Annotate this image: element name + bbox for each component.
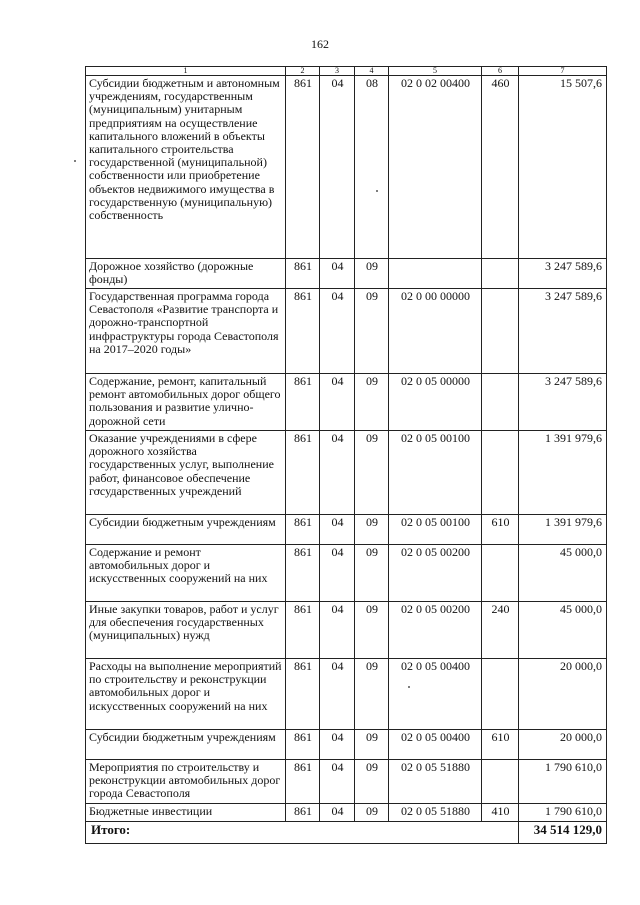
column-number: 7 bbox=[519, 67, 607, 76]
table-row bbox=[86, 602, 607, 659]
item-name: Бюджетные инвестиции bbox=[86, 804, 286, 822]
column-number: 1 bbox=[86, 67, 286, 76]
subsection-code: 09 bbox=[355, 515, 389, 545]
page-number: 162 bbox=[311, 37, 329, 51]
subsection-code: 09 bbox=[355, 602, 389, 659]
target-article-code: 02 0 00 00000 bbox=[389, 289, 482, 374]
expense-type-code bbox=[482, 374, 519, 431]
target-article-code: 02 0 05 00100 bbox=[389, 431, 482, 515]
item-name: Субсидии бюджетным и автономным учреждениям, государственным (муниципальным) унитарным предприятиям на осуществление капитального вложений в объекты капитального строительства государственной (муниципальной) собственности или приобретение объектов недвижимого имущества в государственную (муниципальную) собственность bbox=[86, 76, 286, 259]
amount: 3 247 589,6 bbox=[519, 374, 607, 431]
item-name: Дорожное хозяйство (дорожные фонды) bbox=[86, 259, 286, 289]
table-row bbox=[86, 289, 607, 374]
column-number: 5 bbox=[389, 67, 482, 76]
table-row bbox=[86, 804, 607, 822]
expense-type-code bbox=[482, 289, 519, 374]
target-article-code: 02 0 05 00200 bbox=[389, 545, 482, 602]
column-number: 6 bbox=[482, 67, 519, 76]
scan-speck bbox=[74, 160, 76, 162]
target-article-code: 02 0 05 51880 bbox=[389, 804, 482, 822]
expense-type-code bbox=[482, 545, 519, 602]
amount: 1 391 979,6 bbox=[519, 515, 607, 545]
column-number: 3 bbox=[320, 67, 355, 76]
target-article-code: 02 0 05 00100 bbox=[389, 515, 482, 545]
ministry-code: 861 bbox=[286, 760, 320, 804]
table-row bbox=[86, 730, 607, 760]
expense-type-code bbox=[482, 431, 519, 515]
ministry-code: 861 bbox=[286, 515, 320, 545]
subsection-code: 09 bbox=[355, 804, 389, 822]
item-name: Государственная программа города Севастополя «Развитие транспорта и дорожно-транспортной инфраструктуры города Севастополя на 2017–2020 годы» bbox=[86, 289, 286, 374]
ministry-code: 861 bbox=[286, 659, 320, 730]
target-article-code: 02 0 05 00400 bbox=[389, 659, 482, 730]
section-code: 04 bbox=[320, 730, 355, 760]
amount: 3 247 589,6 bbox=[519, 259, 607, 289]
section-code: 04 bbox=[320, 545, 355, 602]
expense-type-code: 460 bbox=[482, 76, 519, 259]
table-row bbox=[86, 76, 607, 259]
expense-type-code: 610 bbox=[482, 730, 519, 760]
ministry-code: 861 bbox=[286, 431, 320, 515]
subsection-code: 08 bbox=[355, 76, 389, 259]
subsection-code: 09 bbox=[355, 374, 389, 431]
budget-table bbox=[85, 66, 607, 844]
expense-type-code bbox=[482, 760, 519, 804]
section-code: 04 bbox=[320, 374, 355, 431]
target-article-code: 02 0 02 00400 bbox=[389, 76, 482, 259]
amount: 45 000,0 bbox=[519, 602, 607, 659]
section-code: 04 bbox=[320, 431, 355, 515]
section-code: 04 bbox=[320, 659, 355, 730]
target-article-code: 02 0 05 00000 bbox=[389, 374, 482, 431]
table-row bbox=[86, 431, 607, 515]
subsection-code: 09 bbox=[355, 730, 389, 760]
expense-type-code: 610 bbox=[482, 515, 519, 545]
amount: 1 790 610,0 bbox=[519, 804, 607, 822]
ministry-code: 861 bbox=[286, 545, 320, 602]
expense-type-code bbox=[482, 659, 519, 730]
section-code: 04 bbox=[320, 76, 355, 259]
subsection-code: 09 bbox=[355, 259, 389, 289]
expense-type-code: 410 bbox=[482, 804, 519, 822]
column-number: 4 bbox=[355, 67, 389, 76]
item-name: Содержание и ремонт автомобильных дорог и искусственных сооружений на них bbox=[86, 545, 286, 602]
total-row bbox=[86, 822, 607, 844]
ministry-code: 861 bbox=[286, 76, 320, 259]
amount: 20 000,0 bbox=[519, 659, 607, 730]
subsection-code: 09 bbox=[355, 659, 389, 730]
item-name: Иные закупки товаров, работ и услуг для обеспечения государственных (муниципальных) нужд bbox=[86, 602, 286, 659]
expense-type-code: 240 bbox=[482, 602, 519, 659]
subsection-code: 09 bbox=[355, 760, 389, 804]
table-row bbox=[86, 515, 607, 545]
ministry-code: 861 bbox=[286, 289, 320, 374]
table-row bbox=[86, 545, 607, 602]
amount: 15 507,6 bbox=[519, 76, 607, 259]
amount: 20 000,0 bbox=[519, 730, 607, 760]
subsection-code: 09 bbox=[355, 431, 389, 515]
item-name: Субсидии бюджетным учреждениям bbox=[86, 515, 286, 545]
table-row bbox=[86, 760, 607, 804]
table-row bbox=[86, 659, 607, 730]
column-number: 2 bbox=[286, 67, 320, 76]
total-label: Итого: bbox=[86, 822, 519, 844]
section-code: 04 bbox=[320, 602, 355, 659]
ministry-code: 861 bbox=[286, 602, 320, 659]
target-article-code: 02 0 05 51880 bbox=[389, 760, 482, 804]
column-number-row bbox=[86, 67, 607, 76]
section-code: 04 bbox=[320, 259, 355, 289]
amount: 1 391 979,6 bbox=[519, 431, 607, 515]
amount: 3 247 589,6 bbox=[519, 289, 607, 374]
section-code: 04 bbox=[320, 804, 355, 822]
amount: 1 790 610,0 bbox=[519, 760, 607, 804]
target-article-code: 02 0 05 00400 bbox=[389, 730, 482, 760]
ministry-code: 861 bbox=[286, 259, 320, 289]
ministry-code: 861 bbox=[286, 730, 320, 760]
item-name: Мероприятия по строительству и реконструкции автомобильных дорог города Севастополя bbox=[86, 760, 286, 804]
expense-type-code bbox=[482, 259, 519, 289]
item-name: Содержание, ремонт, капитальный ремонт автомобильных дорог общего пользования и развитие улично-дорожной сети bbox=[86, 374, 286, 431]
subsection-code: 09 bbox=[355, 289, 389, 374]
table-row bbox=[86, 259, 607, 289]
item-name: Субсидии бюджетным учреждениям bbox=[86, 730, 286, 760]
table-row bbox=[86, 374, 607, 431]
item-name: Расходы на выполнение мероприятий по строительству и реконструкции автомобильных дорог и искусственных сооружений на них bbox=[86, 659, 286, 730]
ministry-code: 861 bbox=[286, 804, 320, 822]
ministry-code: 861 bbox=[286, 374, 320, 431]
item-name: Оказание учреждениями в сфере дорожного хозяйства государственных услуг, выполнение работ, финансовое обеспечение государственных учреждений bbox=[86, 431, 286, 515]
section-code: 04 bbox=[320, 289, 355, 374]
subsection-code: 09 bbox=[355, 545, 389, 602]
section-code: 04 bbox=[320, 515, 355, 545]
section-code: 04 bbox=[320, 760, 355, 804]
target-article-code: 02 0 05 00200 bbox=[389, 602, 482, 659]
target-article-code bbox=[389, 259, 482, 289]
amount: 45 000,0 bbox=[519, 545, 607, 602]
total-amount: 34 514 129,0 bbox=[519, 822, 607, 844]
